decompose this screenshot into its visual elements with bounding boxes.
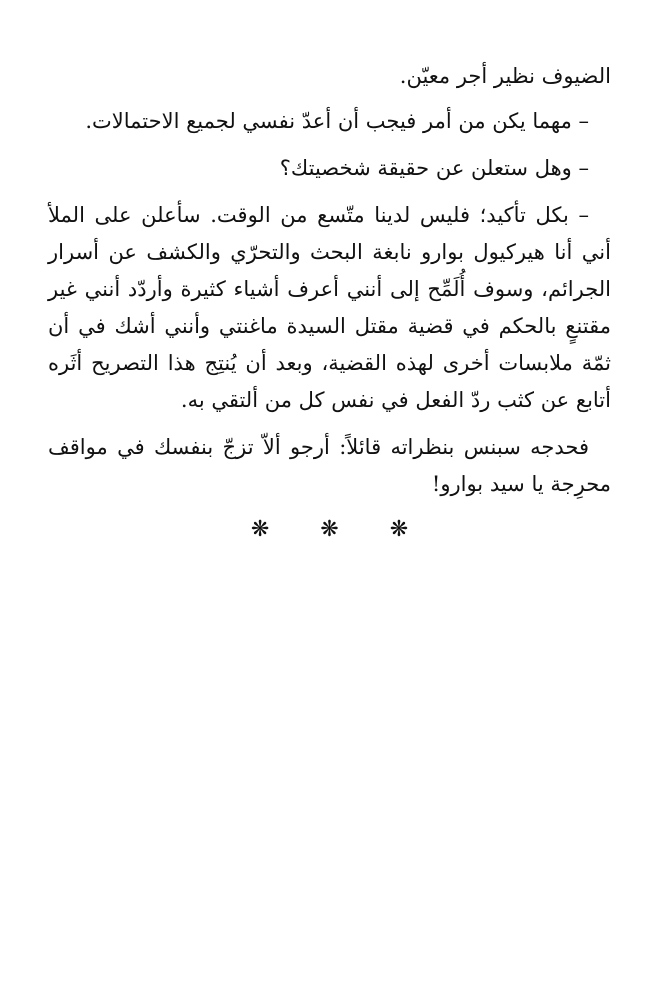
section-break-ornament: ❋ ❋ ❋ [250,517,431,542]
paragraph-dialogue-3: – بكل تأكيد؛ فليس لدينا متّسع من الوقت. سأعلن على الملأ أني أنا هيركيول بوارو نابغة البحث والتحرّي والكشف عن أسرار الجرائم، وسوف أُلَمِّح إلى أنني أعرف أشياء كثيرة وأردّد أنني غير مقتنعٍ بالحكم في قضية مقتل السيدة ماغنتي وأنني أشك في أن ثمّة ملابسات أخرى لهذه القضية، وبعد أن يُنتِج هذا التصريح أثَره أتابع عن كثب ردّ الفعل في نفس كل من ألتقي به. [48,203,611,412]
paragraph-narration: فحدجه سبنس بنظراته قائلاً: أرجو ألاّ تزجّ بنفسك في مواقف محرِجة يا سيد بوارو! [48,435,611,496]
paragraph-dialogue-1: – مهما يكن من أمر فيجب أن أعدّ نفسي لجميع الاحتمالات. [85,109,589,133]
paragraph-dialogue-2: – وهل ستعلن عن حقيقة شخصيتك؟ [279,156,589,180]
paragraph-continuation: الضيوف نظير أجر معيّن. [399,64,611,88]
